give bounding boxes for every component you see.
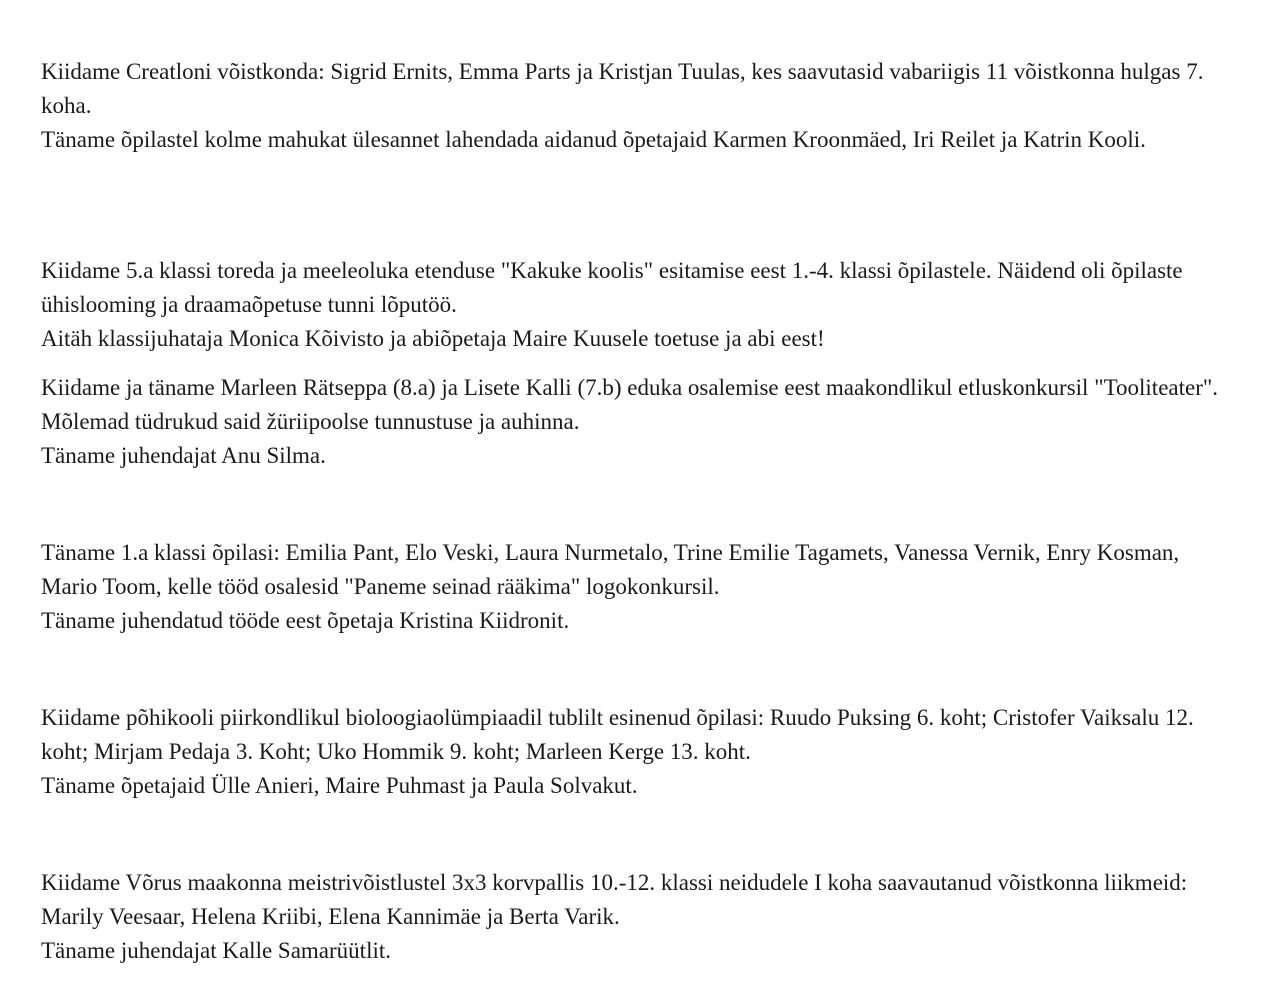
announcement-text: Kiidame põhikooli piirkondlikul bioloogiaolümpiaadil tublilt esinenud õpilasi: Ruudo Puksing 6. koht; Cristofer Vaiksalu 12. koht; Mirjam Pedaja 3. Koht; Uko Hommik 9. koht; Marleen Kerge 13. koht. [41, 705, 1194, 764]
announcement-biology-olympiad [41, 701, 1237, 803]
announcement-thanks: Aitäh klassijuhataja Monica Kõivisto ja abiõpetaja Maire Kuusele toetuse ja abi eest! [41, 326, 825, 351]
announcement-text: Kiidame ja täname Marleen Rätseppa (8.a) ja Lisete Kalli (7.b) eduka osalemise eest maakondlikul etluskonkursil "Tooliteater". Mõlemad tüdrukud said žüriipoolse tunnustuse ja auhinna. [41, 375, 1219, 434]
announcement-thanks: Täname juhendajat Anu Silma. [41, 443, 326, 468]
announcement-text: Kiidame Creatloni võistkonda: Sigrid Ernits, Emma Parts ja Kristjan Tuulas, kes saavutasid vabariigis 11 võistkonna hulgas 7. koha. [41, 59, 1204, 118]
announcement-text: Kiidame 5.a klassi toreda ja meeleoluka etenduse "Kakuke koolis" esitamise eest 1.-4. klassi õpilastele. Näidend oli õpilaste ühislooming ja draamaõpetuse tunni lõputöö. [41, 258, 1183, 317]
announcement-play [41, 254, 1237, 356]
announcement-thanks: Täname juhendatud tööde eest õpetaja Kristina Kiidronit. [41, 608, 570, 633]
announcement-basketball [41, 866, 1237, 968]
announcement-recitation [41, 371, 1237, 473]
announcement-text: Täname 1.a klassi õpilasi: Emilia Pant, Elo Veski, Laura Nurmetalo, Trine Emilie Tagamets, Vanessa Vernik, Enry Kosman, Mario Toom, kelle tööd osalesid "Paneme seinad rääkima" logokonkursil. [41, 540, 1180, 599]
announcement-thanks: Täname õpilastel kolme mahukat ülesannet lahendada aidanud õpetajaid Karmen Kroonmäed, Iri Reilet ja Katrin Kooli. [41, 127, 1146, 152]
announcement-text: Kiidame Võrus maakonna meistrivõistlustel 3x3 korvpallis 10.-12. klassi neidudele I koha saavautanud võistkonna liikmeid: Marily Veesaar, Helena Kriibi, Elena Kannimäe ja Berta Varik. [41, 870, 1188, 929]
announcement-thanks: Täname õpetajaid Ülle Anieri, Maire Puhmast ja Paula Solvakut. [41, 773, 638, 798]
announcement-logo-contest [41, 536, 1237, 638]
announcement-thanks: Täname juhendajat Kalle Samarüütlit. [41, 938, 391, 963]
announcement-creatlon [41, 55, 1237, 157]
